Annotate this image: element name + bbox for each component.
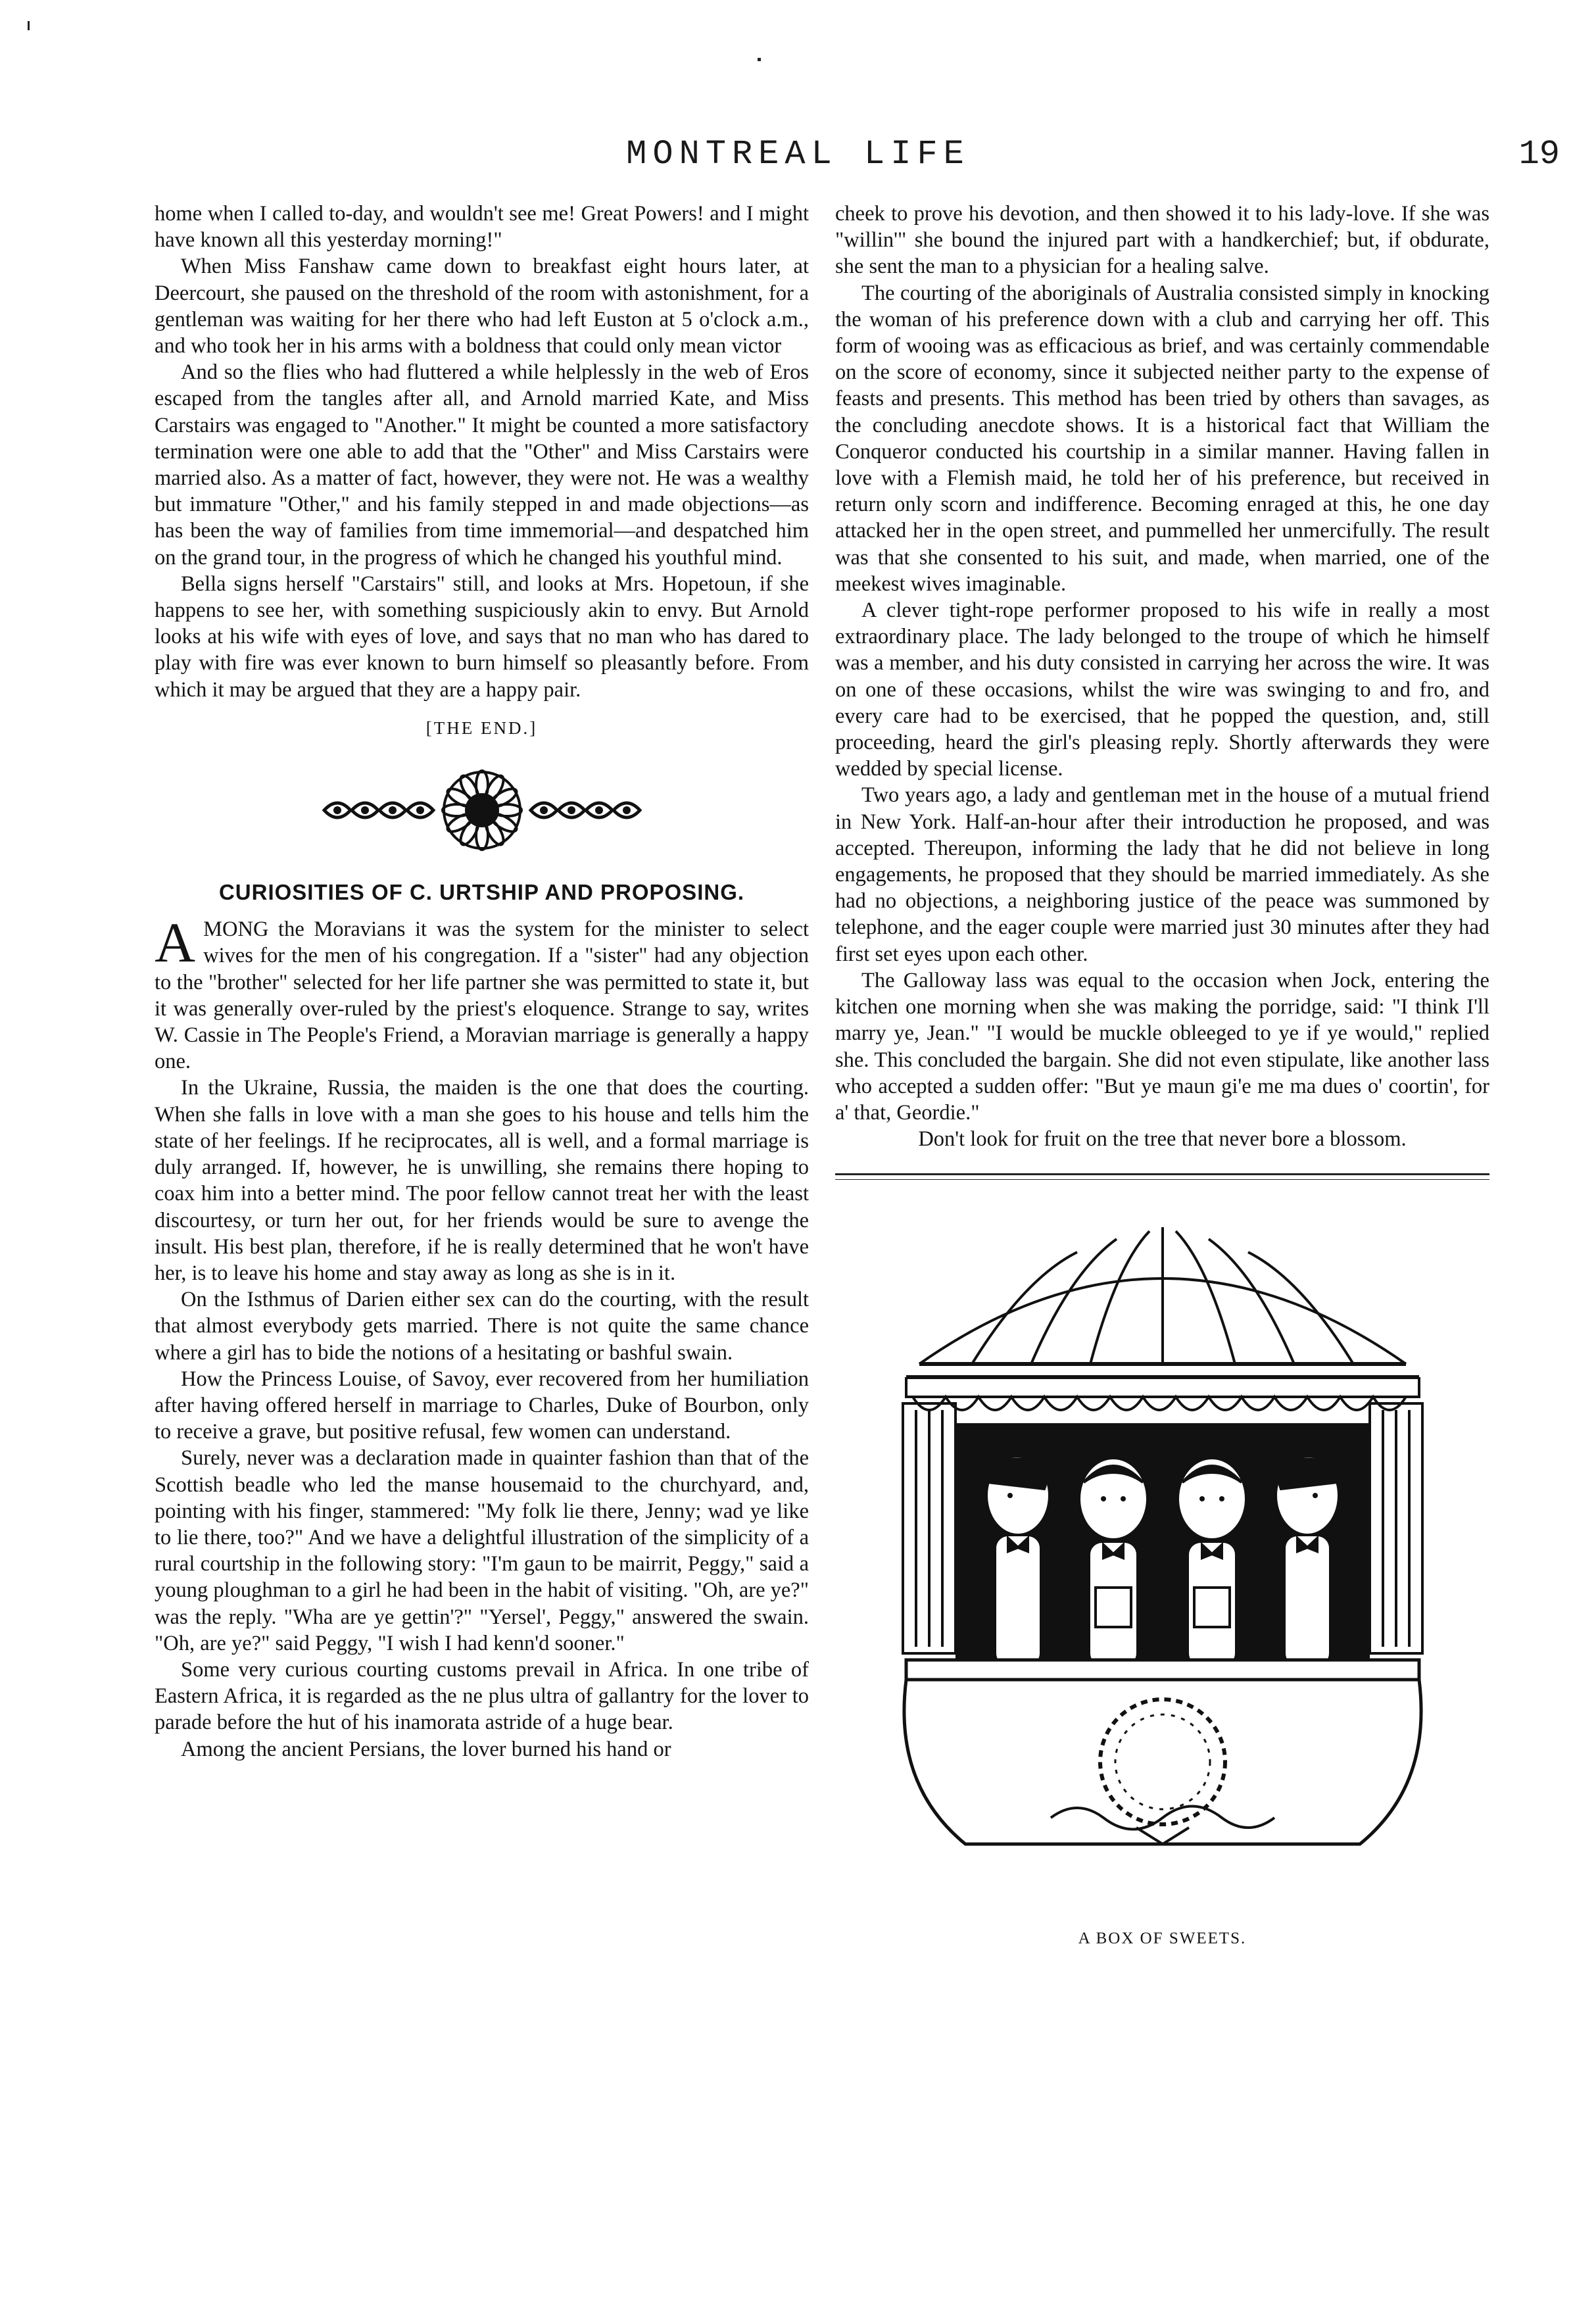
story-paragraph: Bella signs herself "Carstairs" still, and looks at Mrs. Hopetoun, if she happens to see her, with something suspiciously akin to envy. But Arnold looks at his wife with eyes of love, and says that no man who has dared to play with fire was ever known to burn himself so pleasantly before. From which it may be argued that they are a happy pair. bbox=[155, 572, 809, 702]
running-head bbox=[0, 135, 1596, 181]
floral-ornament bbox=[311, 767, 653, 853]
article-paragraph: cheek to prove his devotion, and then showed it to his lady-love. If she was "willin'" she bound the injured part with a handkerchief; but, if obdurate, she sent the man to a physician for a healing salve. bbox=[835, 202, 1489, 279]
article-paragraph: Surely, never was a declaration made in quainter fashion than that of the Scottish beadle who led the manse housemaid to the churchyard, and, pointing with his finger, stammered: "My folk lie there, Jenny; wad ye like to lie there, too?" And we have a delightful illustration of the simplicity of a rural courtship in the following story: "I'm gaun to be mairrit, Peggy," said a young ploughman to a girl he had been in the habit of visiting. "Oh, are ye?" was the reply. "Wha are ye gettin'?" "Yersel', Peggy," answered the swain. "Oh, are ye?" said Peggy, "I wish I had kenn'd sooner." bbox=[155, 1446, 809, 1655]
story-paragraph: When Miss Fanshaw came down to breakfast eight hours later, at Deercourt, she paused on the threshold of the room with astonishment, for a gentleman was waiting for her there who had left Euston at 5 o'clock a.m., and who took her in his arms with a boldness that could only mean victor bbox=[155, 255, 809, 358]
article-paragraph: Some very curious courting customs prevail in Africa. In one tribe of Eastern Africa, it is regarded as the ne plus ultra of gallantry for the lover to parade before the hut of his inamorata astride of a huge bear. bbox=[155, 1657, 809, 1735]
article-paragraph-text: MONG the Moravians it was the system for the minister to select wives for the men of his congregation. If a "sister" had any objection to the "brother" selected for her life partner she was permitted to state it, but it was generally over-ruled by the priest's eloquence. Strange to say, writes W. Cassie in The People's Friend, a Moravian marriage is generally a happy one. bbox=[155, 917, 809, 1074]
article-paragraph: How the Princess Louise, of Savoy, ever recovered from her humiliation after having offered herself in marriage to Charles, Duke of Bourbon, only to receive a grave, but positive refusal, few women can understand. bbox=[155, 1367, 809, 1444]
masthead: MONTREAL LIFE bbox=[626, 135, 970, 174]
illustration-caption: A BOX OF SWEETS. bbox=[1078, 1930, 1247, 1948]
proverb: Don't look for fruit on the tree that never bore a blossom. bbox=[918, 1127, 1407, 1152]
right-column bbox=[835, 201, 1489, 1953]
story-paragraph: home when I called to-day, and wouldn't see me! Great Powers! and I might have known all this yesterday morning!" bbox=[155, 202, 809, 253]
scan-speck bbox=[28, 21, 30, 30]
article-paragraph: Among the ancient Persians, the lover burned his hand or bbox=[181, 1737, 671, 1761]
divider-rule-thin bbox=[835, 1179, 1489, 1180]
article-paragraph: The Galloway lass was equal to the occasion when Jock, entering the kitchen one morning when she was making the porridge, said: "I think I'll marry ye, Jean." "I would be muckle obleeged to ye if ye would," replied she. This concluded the bargain. She did not even stipulate, like another lass who accepted a sudden offer: "But ye maun gi'e me ma dues o' coortin', for a' that, Geordie." bbox=[835, 968, 1489, 1125]
article-paragraph: Two years ago, a lady and gentleman met in the house of a mutual friend in New York. Half-an-hour after their introduction he proposed, and was accepted. Thereupon, informing the lady that he did not believe in long engagements, he proposed that they should be married immediately. As she had no objections, a neighboring justice of the peace was summoned by telephone, and the eager couple were married just 30 minutes after they had first set eyes upon each other. bbox=[835, 783, 1489, 966]
article-paragraph: On the Isthmus of Darien either sex can do the courting, with the result that almost everybody gets married. There is not quite the same chance where a girl has to bide the notions of a hesitating or bashful swain. bbox=[155, 1288, 809, 1365]
article-title: CURIOSITIES OF C. URTSHIP AND PROPOSING. bbox=[218, 880, 745, 905]
divider-rule bbox=[835, 1173, 1489, 1175]
article-paragraph: A clever tight-rope performer proposed to his wife in really a most extraordinary place. The lady belonged to the troupe of which he himself was a member, and his duty consisted in carrying her across the wire. It was on one of these occasions, whilst the wire was swinging to and fro, and every care had to be exercised, that he popped the question, and, still proceeding, heard the girl's pleasing reply. Shortly afterwards they were wedded by special license. bbox=[835, 598, 1489, 781]
article-paragraph: In the Ukraine, Russia, the maiden is the one that does the courting. When she falls in love with a man she goes to his house and tells him the state of her feelings. If he reciprocates, all is well, and a formal marriage is duly arranged. If, however, he is unwilling, she remains there hoping to coax him into a better mind. The poor fellow cannot treat her with the least discourtesy, or turn her out, for her friends would be sure to avenge the insult. His best plan, therefore, if he is really determined that he won't have her, is to leave his home and stay away as long as she is in it. bbox=[155, 1076, 809, 1285]
theatre-box-illustration bbox=[880, 1206, 1445, 1916]
left-column bbox=[155, 201, 809, 1763]
the-end-marker: [THE END.] bbox=[425, 718, 538, 738]
story-paragraph: And so the flies who had fluttered a while helplessly in the web of Eros escaped from the tangles after all, and Arnold married Kate, and Miss Carstairs was engaged to "Another." It might be counted a more satisfactory termination were one able to add that the "Other" and Miss Carstairs were married also. As a matter of fact, however, they were not. He was a wealthy but immature "Other," and his family stepped in and made objections—as has been the way of families from time immemorial—and despatched him on the grand tour, in the progress of which he changed his youthful mind. bbox=[155, 360, 809, 570]
article-paragraph: The courting of the aboriginals of Australia consisted simply in knocking the woman of his preference down with a club and carrying her off. This form of wooing was as efficacious as brief, and was certainly commendable on the score of economy, since it subjected neither party to the expense of feasts and presents. This method has been tried by others than savages, as the concluding anecdote shows. It is a historical fact that William the Conqueror conducted his courtship in a similar manner. Having fallen in love with a Flemish maid, he told her of his preference, but received in return only scorn and indifference. Becoming enraged at this, he one day attacked her in the open street, and pummelled her unmercifully. The result was that she consented to his suit, and made, when married, one of the meekest wives imaginable. bbox=[835, 281, 1489, 596]
scan-speck bbox=[758, 58, 761, 61]
page-number: 19 bbox=[1518, 135, 1560, 174]
article-paragraph bbox=[155, 911, 809, 1075]
drop-cap: A bbox=[155, 911, 196, 975]
